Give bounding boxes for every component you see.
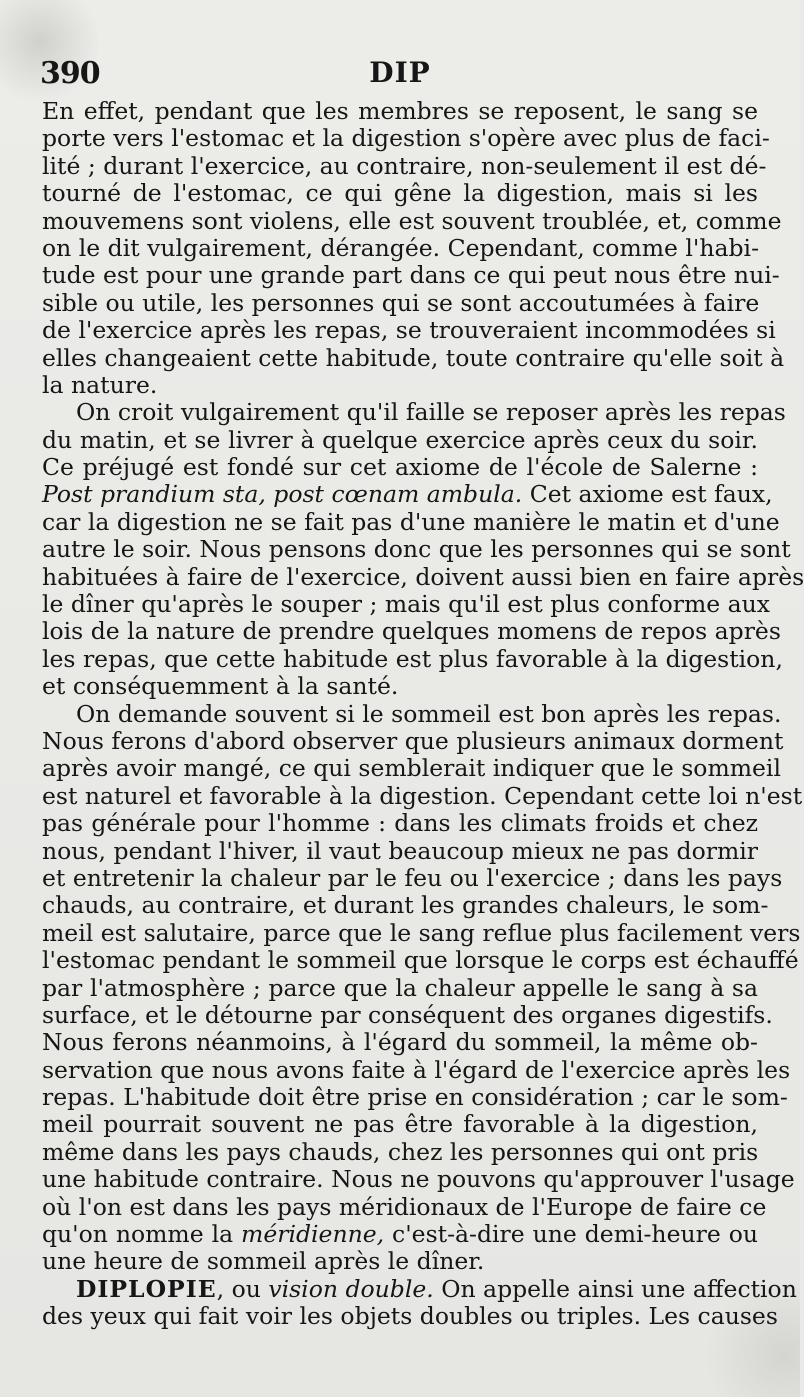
text-line: meil pourrait souvent ne pas être favorable à la digestion,	[42, 1110, 758, 1139]
text-line: et conséquemment à la santé.	[42, 672, 399, 701]
text-run: On appelle ainsi une affection	[433, 1274, 797, 1303]
text-line	[42, 1221, 758, 1248]
text-line: elles changeaient cette habitude, toute contraire qu'elle soit à	[42, 343, 785, 372]
text-line: la nature.	[42, 370, 158, 399]
text-line: mouvemens sont violens, elle est souvent troublée, et, comme	[42, 206, 782, 235]
text-line: où l'on est dans les pays méridionaux de l'Europe de faire ce	[42, 1192, 767, 1221]
text-line: Nous ferons d'abord observer que plusieurs animaux dorment	[42, 726, 784, 755]
italic-text: Post prandium sta, post cœnam ambula.	[42, 480, 523, 509]
text-run: , ou	[216, 1274, 269, 1303]
text-line: du matin, et se livrer à quelque exercice après ceux du soir.	[42, 425, 758, 454]
text-line: Nous ferons néanmoins, à l'égard du sommeil, la même ob-	[42, 1028, 758, 1057]
text-line: les repas, que cette habitude est plus favorable à la digestion,	[42, 644, 783, 673]
text-run: qu'on nomme la	[42, 1220, 242, 1249]
text-line: tourné de l'estomac, ce qui gêne la digestion, mais si les	[42, 179, 758, 208]
text-line: surface, et le détourne par conséquent des organes digestifs.	[42, 1000, 773, 1029]
text-line: lité ; durant l'exercice, au contraire, non-seulement il est dé-	[42, 151, 767, 180]
text-line: après avoir mangé, ce qui semblerait indiquer que le sommeil	[42, 754, 781, 783]
text-line: par l'atmosphère ; parce que la chaleur appelle le sang à sa	[42, 973, 758, 1002]
text-line: On demande souvent si le sommeil est bon après les repas.	[76, 699, 782, 728]
text-line: habituées à faire de l'exercice, doivent aussi bien en faire après	[42, 562, 804, 591]
text-line: autre le soir. Nous pensons donc que les personnes qui se sont	[42, 535, 791, 564]
text-line: une habitude contraire. Nous ne pouvons qu'approuver l'usage	[42, 1165, 795, 1194]
text-run: c'est-à-dire une demi-heure ou	[384, 1220, 758, 1249]
text-line: même dans les pays chauds, chez les personnes qui ont pris	[42, 1137, 759, 1166]
text-line: des yeux qui fait voir les objets doubles ou triples. Les causes	[42, 1302, 778, 1331]
text-line: chauds, au contraire, et durant les grandes chaleurs, le som-	[42, 891, 769, 920]
text-line: servation que nous avons faite à l'égard de l'exercice après les	[42, 1055, 791, 1084]
text-line: pas générale pour l'homme : dans les climats froids et chez	[42, 809, 758, 838]
text-line: de l'exercice après les repas, se trouveraient incommodées si	[42, 316, 776, 345]
text-line: le dîner qu'après le souper ; mais qu'il est plus conforme aux	[42, 590, 771, 619]
text-line: on le dit vulgairement, dérangée. Cependant, comme l'habi-	[42, 233, 760, 262]
italic-text: méridienne,	[241, 1220, 385, 1249]
italic-text: vision double.	[268, 1274, 434, 1303]
text-line: car la digestion ne se fait pas d'une manière le matin et d'une	[42, 507, 780, 536]
text-line: nous, pendant l'hiver, il vaut beaucoup mieux ne pas dormir	[42, 836, 758, 865]
text-line: est naturel et favorable à la digestion. Cependant cette loi n'est	[42, 781, 803, 810]
entry-headword: DIPLOPIE	[76, 1274, 217, 1303]
text-line: repas. L'habitude doit être prise en considération ; car le som-	[42, 1083, 788, 1112]
text-line: et entretenir la chaleur par le feu ou l'exercice ; dans les pays	[42, 863, 783, 892]
text-line: lois de la nature de prendre quelques momens de repos après	[42, 617, 781, 646]
running-head: DIP	[369, 56, 431, 89]
text-line: meil est salutaire, parce que le sang reflue plus facilement vers	[42, 918, 801, 947]
text-line: Ce préjugé est fondé sur cet axiome de l'école de Salerne :	[42, 453, 758, 482]
text-line: l'estomac pendant le sommeil que lorsque le corps est échauffé	[42, 946, 799, 975]
text-line: tude est pour une grande part dans ce qui peut nous être nui-	[42, 261, 780, 290]
text-line	[42, 1274, 797, 1303]
page-number: 390	[40, 56, 100, 91]
text-line: une heure de sommeil après le dîner.	[42, 1247, 485, 1276]
body-text	[42, 97, 804, 1331]
text-line: porte vers l'estomac et la digestion s'opère avec plus de faci-	[42, 124, 770, 153]
text-line: En effet, pendant que les membres se reposent, le sang se	[42, 97, 758, 125]
text-line: On croit vulgairement qu'il faille se reposer après les repas	[76, 398, 786, 427]
text-line	[42, 480, 773, 509]
text-run: Cet axiome est faux,	[522, 480, 773, 509]
page-header	[40, 52, 760, 92]
text-line: sible ou utile, les personnes qui se sont accoutumées à faire	[42, 288, 760, 317]
